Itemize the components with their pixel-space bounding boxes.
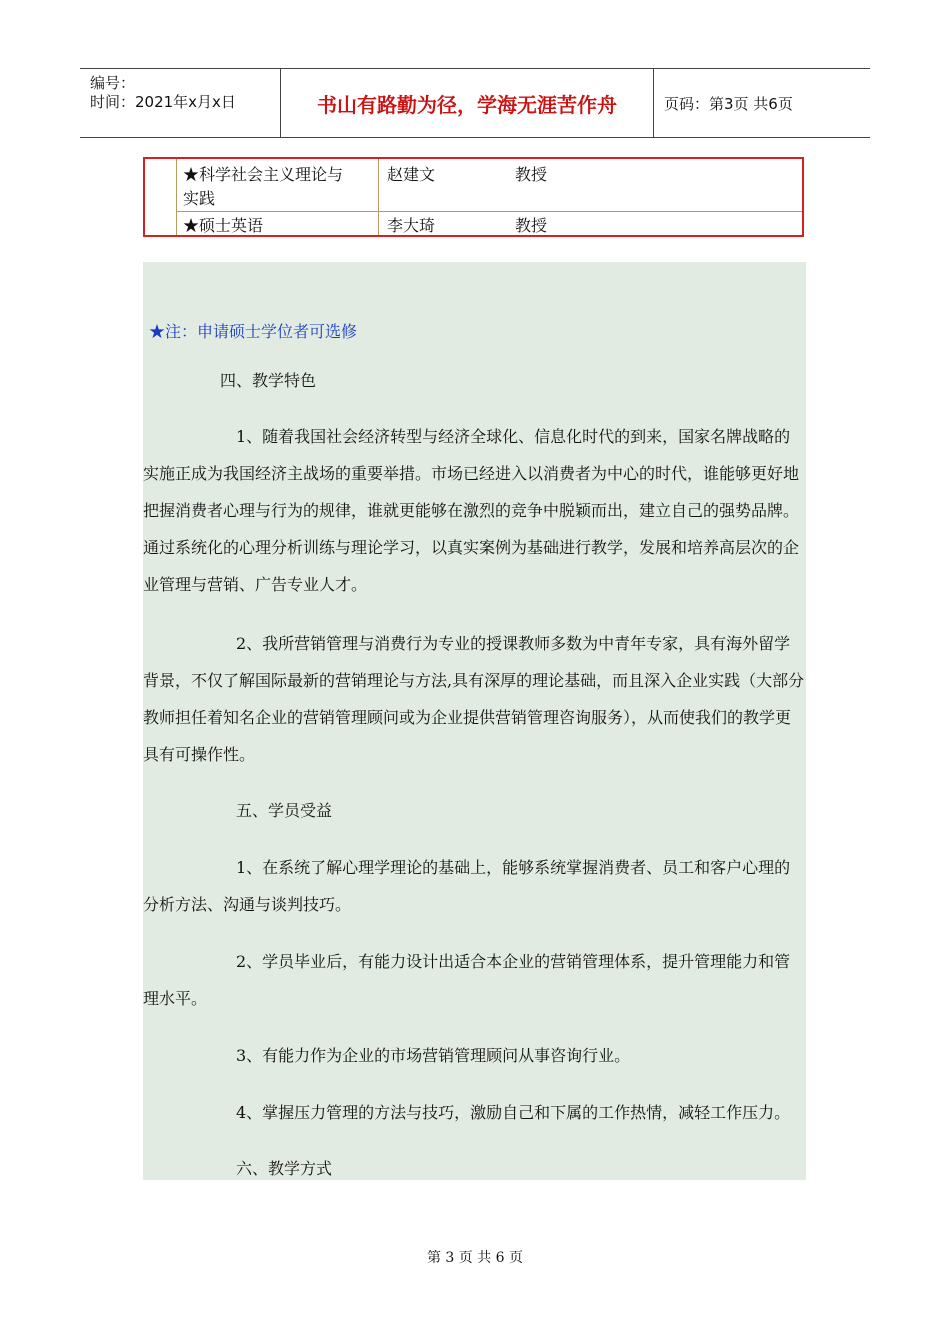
page-footer: 第 3 页 共 6 页 <box>426 1250 524 1266</box>
course-name: ★硕士英语 <box>183 216 264 235</box>
header-motto-cell <box>281 69 654 137</box>
page-header <box>80 68 870 138</box>
paragraph-benefits-4: 4、掌握压力管理的方法与技巧，激励自己和下属的工作热情，减轻工作压力。 <box>236 1103 791 1122</box>
header-meta-cell <box>80 69 281 137</box>
paragraph-features-1: 1、随着我国社会经济转型与经济全球化、信息化时代的到来，国家名牌战略的实施正成为我国经济主战场的重要举措。市场已经进入以消费者为中心的时代，谁能够更好地把握消费者心理与行为的规律，谁就更能够在激烈的竞争中脱颖而出，建立自己的强势品牌。通过系统化的心理分析训练与理论学习，以真实案例为基础进行教学，发展和培养高层次的企业管理与营销、广告专业人才。 <box>143 427 800 594</box>
time-label: 时间：2021年x月x日 <box>90 93 236 111</box>
paragraph-benefits-1: 1、在系统了解心理学理论的基础上，能够系统掌握消费者、员工和客户心理的分析方法、沟通与谈判技巧。 <box>143 858 791 914</box>
elective-note: ★注：申请硕士学位者可选修 <box>149 322 358 341</box>
header-page-cell <box>654 69 870 137</box>
course-name-cont: 实践 <box>183 189 216 208</box>
course-teacher: 赵建文 <box>387 165 436 184</box>
section-heading-teaching-methods: 六、教学方式 <box>236 1159 333 1178</box>
paragraph-benefits-3: 3、有能力作为企业的市场营销管理顾问从事咨询行业。 <box>236 1046 631 1065</box>
table-row-divider <box>176 211 802 212</box>
course-teacher-title: 教授 <box>515 165 548 184</box>
section-heading-student-benefits: 五、学员受益 <box>236 801 333 820</box>
content-area <box>143 262 806 1180</box>
page-label: 页码：第3页 共6页 <box>664 94 793 113</box>
course-name: ★科学社会主义理论与 <box>183 165 344 184</box>
course-teacher: 李大琦 <box>387 216 436 235</box>
course-table <box>143 157 804 237</box>
motto-text: 书山有路勤为径，学海无涯苦作舟 <box>317 92 617 117</box>
paragraph-features-2: 2、我所营销管理与消费行为专业的授课教师多数为中青年专家，具有海外留学背景，不仅了解国际最新的营销理论与方法,具有深厚的理论基础，而且深入企业实践（大部分教师担任着知名企业的营销管理顾问或为企业提供营销管理咨询服务），从而使我们的教学更具有可操作性。 <box>143 634 805 764</box>
paragraph-benefits-2: 2、学员毕业后，有能力设计出适合本企业的营销管理体系，提升管理能力和管理水平。 <box>143 952 791 1008</box>
table-divider <box>378 159 379 235</box>
section-heading-teaching-features: 四、教学特色 <box>220 371 317 390</box>
course-teacher-title: 教授 <box>515 216 548 235</box>
table-divider <box>176 159 177 235</box>
number-label: 编号： <box>90 74 136 92</box>
